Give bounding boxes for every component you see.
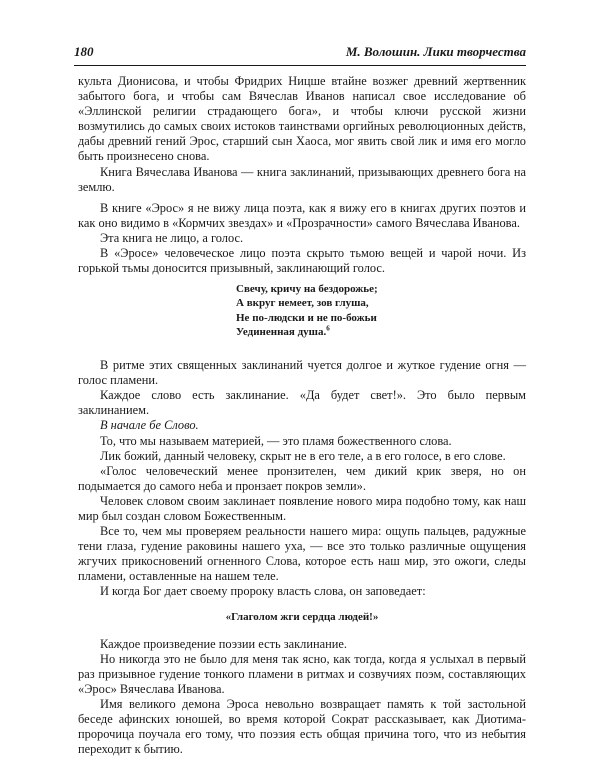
paragraph: «Голос человеческий менее пронзителен, чем дикий крик зверя, но он подымается до самого неба и пронзает покров земли». [78,463,526,493]
poem-line-last [236,325,526,339]
paragraph: культа Дионисова, и чтобы Фридрих Ницше втайне возжег древний жертвенник забытого бога, и чтобы сам Вячеслав Иванов написал свое исследование об «Эллинской религии страдающего бога», и чтобы ключи русской жизни возмутились до самых своих истоков таинствами оргийных революционных действ, дабы древний гений Эрос, старший сын Хаоса, мог явить свой лик и имя его могло быть произнесено снова. [78,74,526,164]
paragraph: Эта книга не лицо, а голос. [100,230,244,245]
running-header [74,44,526,64]
poem-line: А вкруг немеет, зов глуша, [236,297,369,310]
poem-line: Свечу, кричу на бездорожье; [236,283,378,296]
footnote-mark: 6 [326,324,330,333]
paragraph: В ритме этих священных заклинаний чуется долгое и жуткое гудение огня — голос пламени. [78,358,526,388]
poem-epigraph [236,282,526,339]
header-rule [74,65,526,66]
paragraph: Книга Вячеслава Иванова — книга заклинаний, призывающих древнего бога на землю. [78,164,526,194]
paragraph: В книге «Эрос» я не вижу лица поэта, как я вижу его в книгах других поэтов и как оно видимо в «Кормчих звездах» и «Прозрачности» самого Вячеслава Иванова. [78,200,526,230]
paragraph: То, что мы называем материей, — это пламя божественного слова. [100,433,452,448]
body-text [78,74,526,757]
page-number: 180 [74,44,94,59]
paragraph: И когда Бог дает своему пророку власть слова, он заповедает: [100,584,426,599]
paragraph: Каждое слово есть заклинание. «Да будет свет!». Это было первым заклинанием. [78,388,526,418]
paragraph: Но никогда это не было для меня так ясно, как тогда, когда я услыхал в первый раз призывное гудение тонкого пламени в ритмах и созвучиях поэм, составляющих «Эрос» Вячеслава Иванова. [78,651,526,696]
paragraph: Каждое произведение поэзии есть заклинание. [100,636,347,651]
pull-quote: «Глаголом жги сердца людей!» [225,610,379,623]
running-title: М. Волошин. Лики творчества [345,44,526,59]
paragraph: Все то, чем мы проверяем реальности нашего мира: ощупь пальцев, радужные тени глаза, гудение раковины нашего уха, — все это только различные ощущения жгучих прикосновений огненного Слова, которое есть наш мир, это ожоги, следы пламени, оставленные на нашем теле. [78,524,526,584]
poem-line: Уединенная душа. [236,325,327,338]
paragraph: Имя великого демона Эроса невольно возвращает память к той застольной беседе афинских юношей, во время которой Сократ рассказывает, как Диотима-пророчица поучала его тому, что поэзия есть общая причина того, что из небытия переходит к бытию. [78,697,526,757]
paragraph: Лик божий, данный человеку, скрыт не в его теле, а в его голосе, в его слове. [100,448,506,463]
paragraph: В «Эросе» человеческое лицо поэта скрыто тьмою вещей и чарой ночи. Из горькой тьмы доносится призывный, заклинающий голос. [78,246,526,276]
poem-line: Не по-людски и не по-божьи [236,311,377,324]
italic-line: В начале бе Слово. [100,418,199,433]
paragraph: Человек словом своим заклинает появление нового мира подобно тому, как наш мир был создан словом Божественным. [78,493,526,523]
